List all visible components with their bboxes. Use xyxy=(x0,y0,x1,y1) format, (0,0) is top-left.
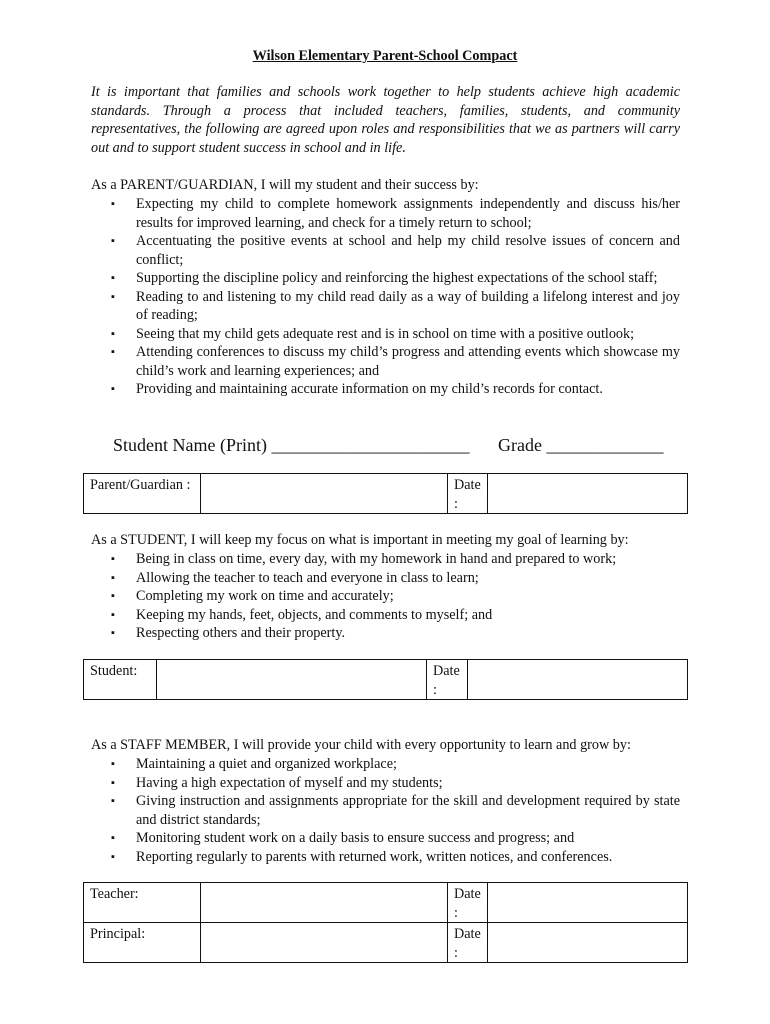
date-label: Date : xyxy=(448,474,488,514)
document-title: Wilson Elementary Parent-School Compact xyxy=(252,48,518,64)
teacher-label: Teacher: xyxy=(84,883,201,923)
student-label: Student: xyxy=(84,660,157,700)
date-label: Date : xyxy=(448,923,488,963)
parent-heading: As a PARENT/GUARDIAN, I will my student and their success by: xyxy=(91,177,479,193)
list-item: ▪ Keeping my hands, feet, objects, and comments to myself; and xyxy=(91,606,680,625)
staff-list xyxy=(91,755,680,866)
date-label: Date : xyxy=(448,883,488,923)
staff-heading: As a STAFF MEMBER, I will provide your child with every opportunity to learn and grow by: xyxy=(91,737,631,753)
parent-guardian-signature-field[interactable] xyxy=(201,474,448,514)
staff-signature-table xyxy=(83,882,688,963)
student-signature-field[interactable] xyxy=(157,660,427,700)
principal-label: Principal: xyxy=(84,923,201,963)
list-item: ▪ Seeing that my child gets adequate rest and is in school on time with a positive outlook; xyxy=(91,325,680,344)
list-item: ▪ Allowing the teacher to teach and everyone in class to learn; xyxy=(91,569,680,588)
list-item: ▪ Reading to and listening to my child read daily as a way of building a lifelong interest and joy of reading; xyxy=(91,288,680,325)
list-item: ▪ Maintaining a quiet and organized workplace; xyxy=(91,755,680,774)
student-date-field[interactable] xyxy=(468,660,688,700)
principal-signature-field[interactable] xyxy=(201,923,448,963)
student-signature-table xyxy=(83,659,688,700)
grade-line: Grade _____________ xyxy=(498,435,664,455)
teacher-date-field[interactable] xyxy=(488,883,688,923)
principal-date-field[interactable] xyxy=(488,923,688,963)
list-item: ▪ Monitoring student work on a daily basis to ensure success and progress; and xyxy=(91,829,680,848)
list-item: ▪ Giving instruction and assignments appropriate for the skill and development required by state and district standards; xyxy=(91,792,680,829)
student-name-print-line: Student Name (Print) ______________________ xyxy=(113,435,470,455)
parent-date-field[interactable] xyxy=(488,474,688,514)
list-item: ▪ Being in class on time, every day, with my homework in hand and prepared to work; xyxy=(91,550,680,569)
parent-guardian-label: Parent/Guardian : xyxy=(84,474,201,514)
date-label: Date : xyxy=(427,660,468,700)
list-item: ▪ Accentuating the positive events at school and help my child resolve issues of concern and conflict; xyxy=(91,232,680,269)
list-item: ▪ Expecting my child to complete homework assignments independently and discuss his/her results for improved learning, and check for a timely return to school; xyxy=(91,195,680,232)
parent-signature-table xyxy=(83,473,688,514)
list-item: ▪ Reporting regularly to parents with returned work, written notices, and conferences. xyxy=(91,848,680,867)
list-item: ▪ Respecting others and their property. xyxy=(91,624,680,643)
teacher-signature-field[interactable] xyxy=(201,883,448,923)
list-item: ▪ Completing my work on time and accurately; xyxy=(91,587,680,606)
student-list xyxy=(91,550,680,643)
list-item: ▪ Attending conferences to discuss my child’s progress and attending events which showcase my child’s work and learning experiences; and xyxy=(91,343,680,380)
intro-paragraph: It is important that families and schools work together to help students achieve high academic standards. Through a process that included teachers, families, students, and community representatives, the following are agreed upon roles and responsibilities that we as partners will carry out and to support student success in school and in life. xyxy=(91,84,680,156)
list-item: ▪ Supporting the discipline policy and reinforcing the highest expectations of the school staff; xyxy=(91,269,680,288)
student-heading: As a STUDENT, I will keep my focus on what is important in meeting my goal of learning by: xyxy=(91,532,629,548)
list-item: ▪ Having a high expectation of myself and my students; xyxy=(91,774,680,793)
list-item: ▪ Providing and maintaining accurate information on my child’s records for contact. xyxy=(91,380,680,399)
parent-list xyxy=(91,195,680,399)
